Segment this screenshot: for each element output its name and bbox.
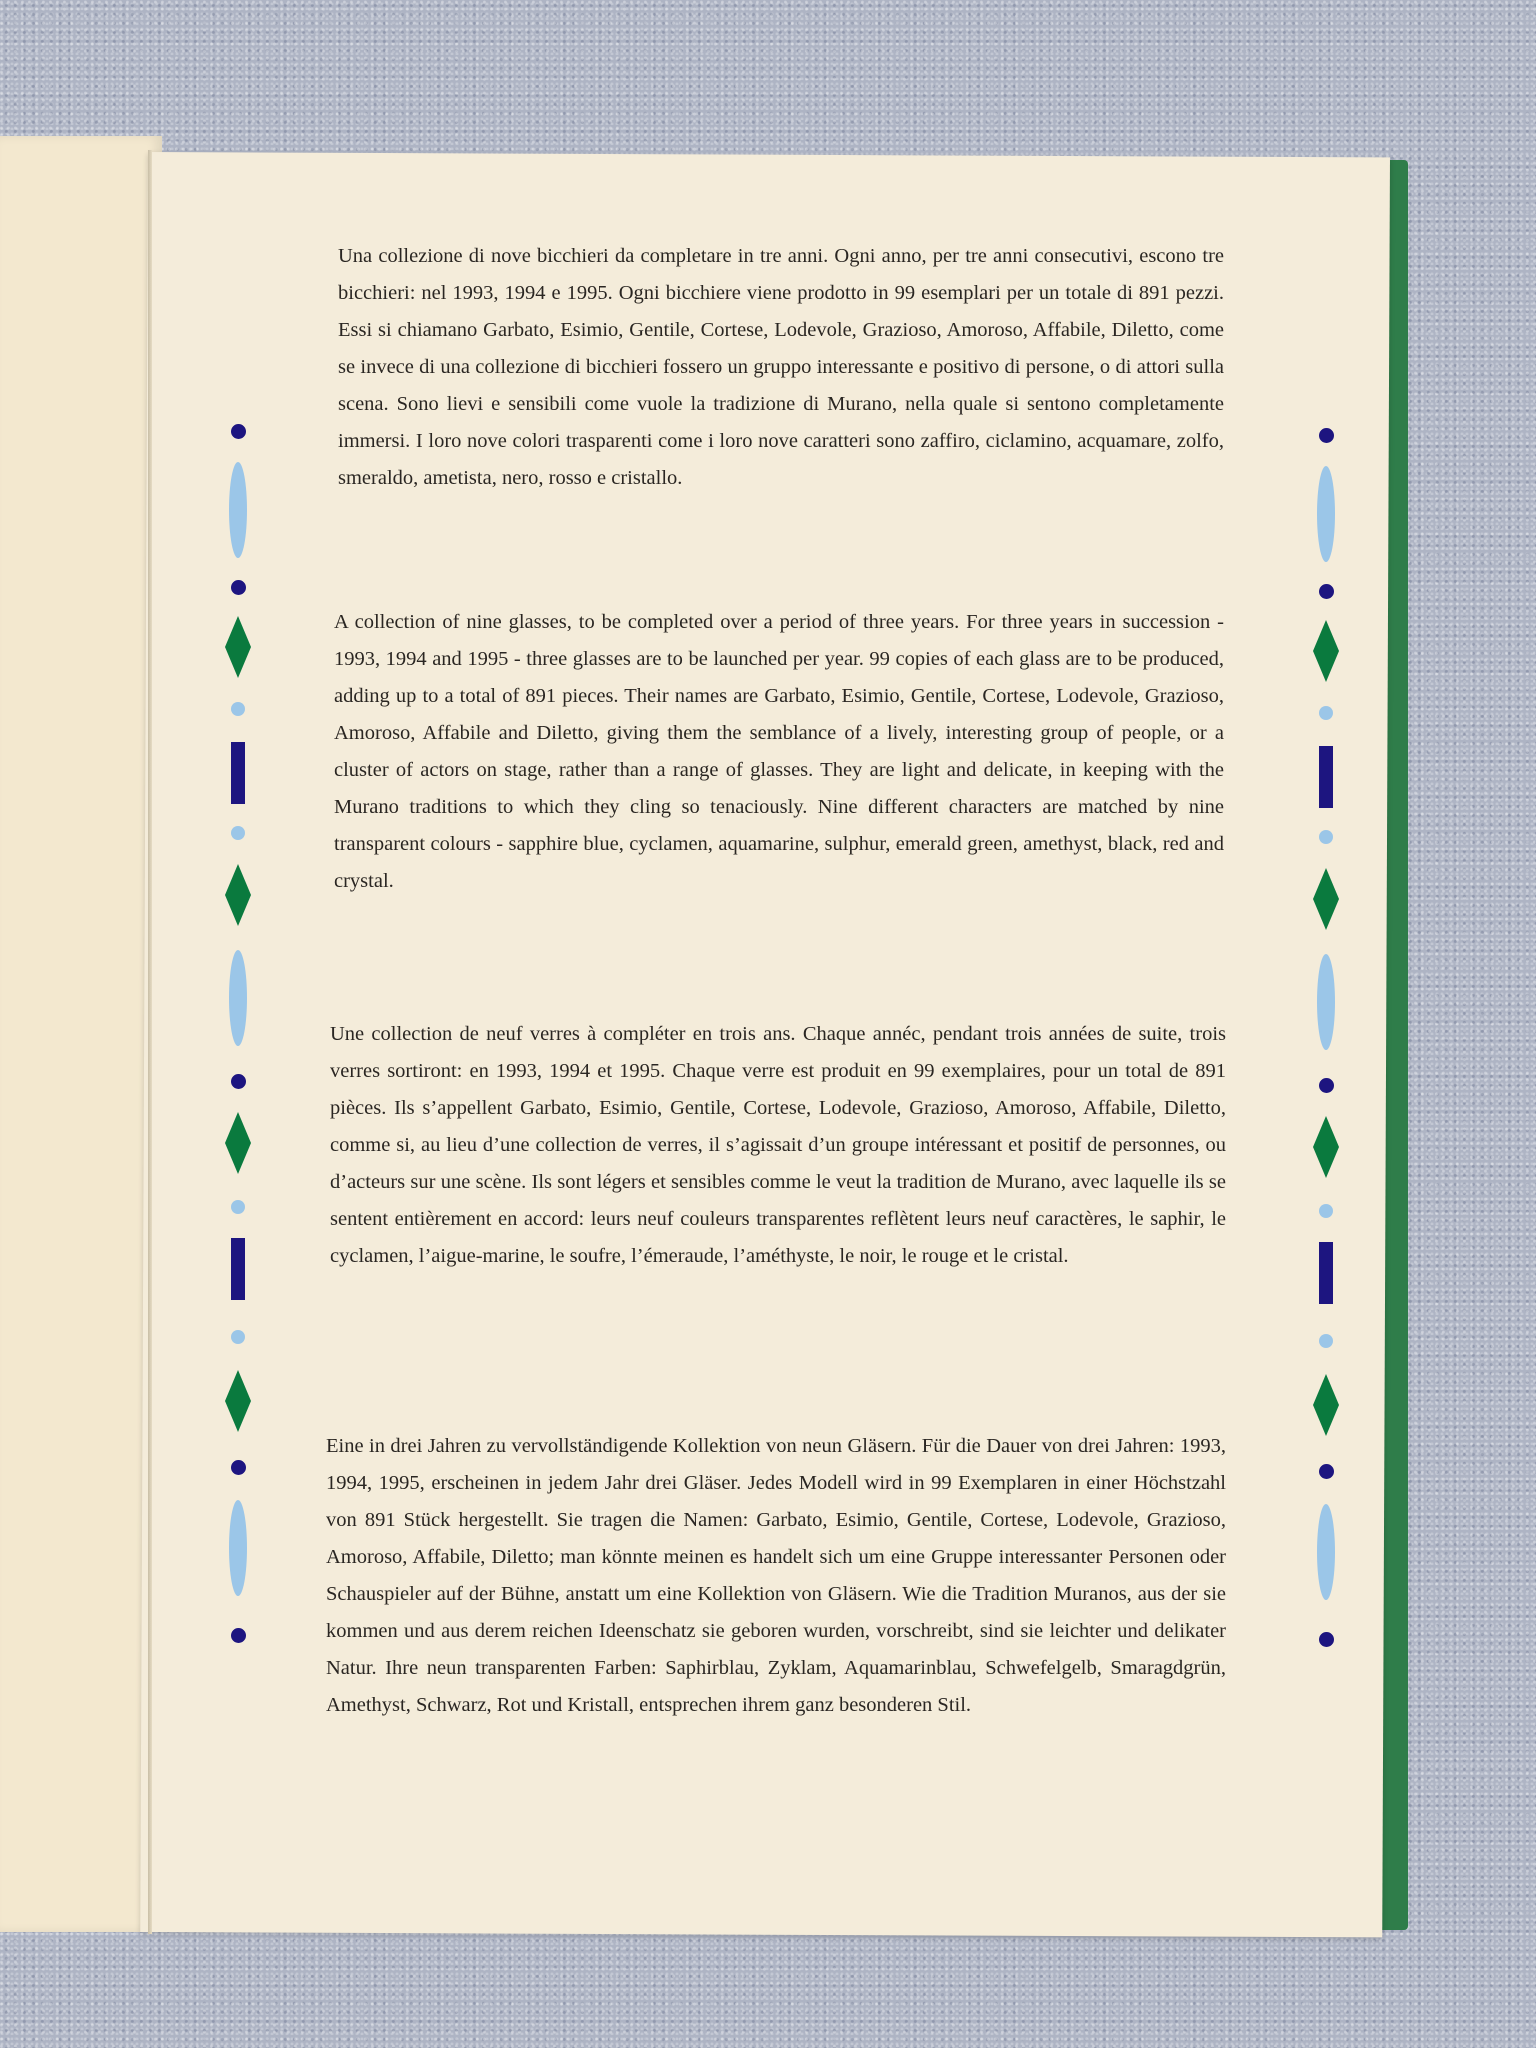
navy-dot-ornament	[1319, 1632, 1334, 1647]
light-blue-dot-ornament	[1319, 830, 1333, 844]
green-diamond-ornament	[225, 616, 251, 678]
light-blue-drop-ornament	[1317, 466, 1335, 562]
paragraph-german: Eine in drei Jahren zu vervollständigende Kollektion von neun Gläsern. Für die Dauer von drei Jahren: 1993, 1994, 1995, erscheinen in jedem Jahr drei Gläser. Jedes Modell wird in 99 Exemplaren in einer Höchstzahl von 891 Stück hergestellt. Sie tragen die Namen: Garbato, Esimio, Gentile, Cortese, Lodevole, Grazioso, Amoroso, Affabile, Diletto; man könnte meinen es handelt sich um eine Gruppe interessanter Personen oder Schauspieler auf der Bühne, anstatt um eine Kollektion von Gläsern. Wie die Tradition Muranos, aus der sie kommen und aus derem reichen Ideenschatz sie geboren wurden, vorschreibt, sind sie leichter und delikater Natur. Ihre neun transparenten Farben: Saphirblau, Zyklam, Aquamarinblau, Schwefelgelb, Smaragdgrün, Amethyst, Schwarz, Rot und Kristall, entsprechen ihrem ganz besonderen Stil.	[326, 1435, 1226, 1716]
paragraph-english: A collection of nine glasses, to be completed over a period of three years. For three years in succession - 1993, 1994 and 1995 - three glasses are to be launched per year. 99 copies of each glass are to be produced, adding up to a total of 891 pieces. Their names are Garbato, Esimio, Gentile, Cortese, Lodevole, Grazioso, Amoroso, Affabile and Diletto, giving them the semblance of a lively, interesting group of people, or a cluster of actors on stage, rather than a range of glasses. They are light and delicate, in keeping with the Murano traditions to which they cling so tenaciously. Nine different characters are matched by nine transparent colours - sapphire blue, cyclamen, aquamarine, sulphur, emerald green, amethyst, black, red and crystal.	[334, 611, 1224, 892]
light-blue-dot-ornament	[231, 826, 245, 840]
light-blue-dot-ornament	[231, 1330, 245, 1344]
light-blue-dot-ornament	[231, 1200, 245, 1214]
green-diamond-ornament	[1313, 1116, 1339, 1178]
light-blue-dot-ornament	[231, 702, 245, 716]
green-diamond-ornament	[1313, 620, 1339, 682]
navy-dot-ornament	[231, 580, 246, 595]
light-blue-drop-ornament	[1317, 954, 1335, 1050]
paragraph-italian: Una collezione di nove bicchieri da completare in tre anni. Ogni anno, per tre anni consecutivi, escono tre bicchieri: nel 1993, 1994 e 1995. Ogni bicchiere viene prodotto in 99 esemplari per un totale di 891 pezzi. Essi si chiamano Garbato, Esimio, Gentile, Cortese, Lodevole, Grazioso, Amoroso, Affabile, Diletto, come se invece di una collezione di bicchieri fossero un gruppo interessante e positivo di persone, o di attori sulla scena. Sono lievi e sensibili come vuole la tradizione di Murano, nella quale si sentono completamente immersi. I loro nove colori trasparenti come i loro nove caratteri sono zaffiro, ciclamino, acquamare, zolfo, smeraldo, ametista, nero, rosso e cristallo.	[338, 245, 1224, 489]
ornament-strip-right	[1306, 424, 1346, 1664]
green-diamond-ornament	[225, 1112, 251, 1174]
light-blue-drop-ornament	[229, 950, 247, 1046]
light-blue-dot-ornament	[1319, 1204, 1333, 1218]
green-diamond-ornament	[1313, 868, 1339, 930]
navy-dot-ornament	[231, 424, 246, 439]
navy-dot-ornament	[1319, 1078, 1334, 1093]
navy-dot-ornament	[1319, 584, 1334, 599]
light-blue-drop-ornament	[229, 1500, 247, 1596]
navy-dot-ornament	[1319, 428, 1334, 443]
navy-dot-ornament	[231, 1460, 246, 1475]
green-diamond-ornament	[225, 864, 251, 926]
navy-dot-ornament	[1319, 1464, 1334, 1479]
navy-bar-ornament	[231, 1238, 245, 1300]
navy-bar-ornament	[1319, 1242, 1333, 1304]
page-spine	[148, 150, 152, 1934]
navy-dot-ornament	[231, 1628, 246, 1643]
light-blue-dot-ornament	[1319, 1334, 1333, 1348]
left-page-edge	[0, 136, 162, 1932]
green-diamond-ornament	[225, 1370, 251, 1432]
green-diamond-ornament	[1313, 1374, 1339, 1436]
navy-bar-ornament	[1319, 746, 1333, 808]
light-blue-dot-ornament	[1319, 706, 1333, 720]
light-blue-drop-ornament	[1317, 1504, 1335, 1600]
navy-dot-ornament	[231, 1074, 246, 1089]
ornament-strip-left	[218, 420, 258, 1660]
paragraph-french: Une collection de neuf verres à compléter en trois ans. Chaque annéc, pendant trois années de suite, trois verres sortiront: en 1993, 1994 et 1995. Chaque verre est produit en 99 exemplaires, pour un total de 891 pièces. Ils s’appellent Garbato, Esimio, Gentile, Cortese, Lodevole, Grazioso, Amoroso, Affabile, Diletto, comme si, au lieu d’une collection de verres, il s’agissait d’un groupe intéressant et positif de personnes, ou d’acteurs sur une scène. Ils sont légers et sensibles comme le veut la tradition de Murano, avec laquelle ils se sentent entièrement en accord: leurs neuf couleurs transparentes reflètent leurs neuf caractères, le saphir, le cyclamen, l’aigue-marine, le soufre, l’émeraude, l’améthyste, le noir, le rouge et le cristal.	[330, 1023, 1226, 1267]
light-blue-drop-ornament	[229, 462, 247, 558]
navy-bar-ornament	[231, 742, 245, 804]
